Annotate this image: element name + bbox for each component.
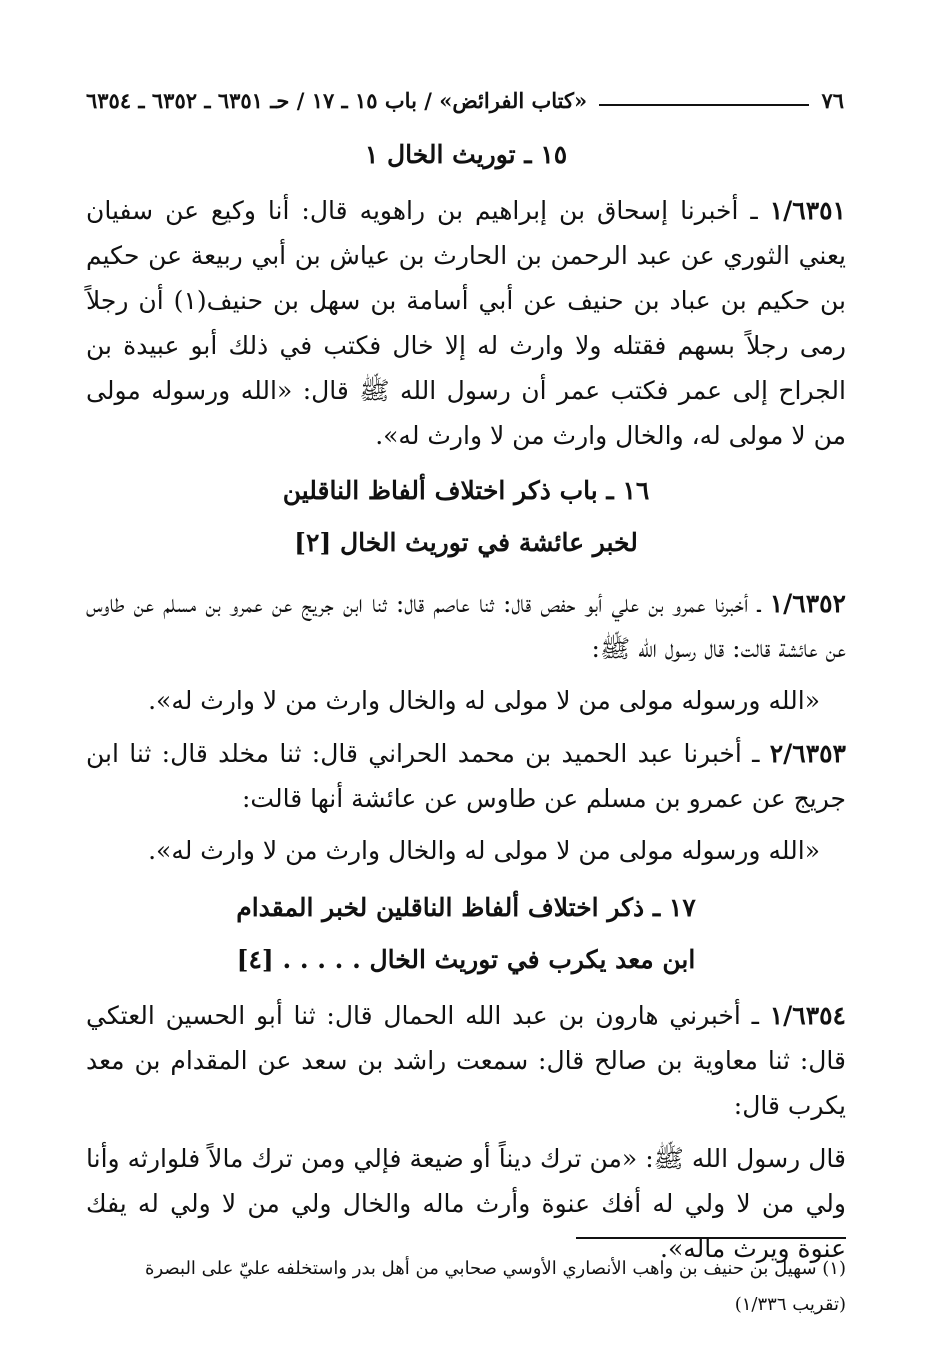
hadith-text: ـ أخبرنا إسحاق بن إبراهيم بن راهويه قال: أنا وكيع عن سفيان يعني الثوري عن عبد الرحمن بن الحارث بن عياش بن أبي ربيعة عن حكيم بن حكيم بن عباد بن حنيف عن أبي أسامة بن سهل بن حنيف(١) أن رجلاً رمى رجلاً بسهم فقتله ولا وارث له إلا خال فكتب في ذلك أبو عبيدة بن الجراح إلى عمر فكتب عمر أن رسول الله ﷺ قال: «الله ورسوله مولى من لا مولى له، والخال وارث من لا وارث له».	[86, 196, 847, 450]
header-rule	[599, 104, 809, 106]
footnote-rule	[576, 1237, 846, 1239]
page-number: ٧٦	[821, 88, 844, 113]
hadith-number: ١/٦٣٥١	[769, 196, 846, 225]
footnote-citation: (تقريب ١/٣٣٦)	[734, 1294, 846, 1315]
hadith-number: ٢/٦٣٥٣	[769, 739, 846, 768]
running-header	[86, 88, 844, 113]
hadith-text: ـ أخبرنا عبد الحميد بن محمد الحراني قال: ثنا مخلد قال: ثنا ابن جريج عن عمرو بن مسلم عن طاوس عن عائشة أنها قالت:	[86, 739, 846, 813]
section-heading-17-line2: ابن معد يكرب في توريث الخال . . . . . [٤]	[236, 945, 696, 974]
hadith-number: ١/٦٣٥٢	[769, 589, 846, 618]
hadith-quote: «الله ورسوله مولى من لا مولى له والخال وارث من لا وارث له».	[148, 686, 820, 715]
hadith-quote: «الله ورسوله مولى من لا مولى له والخال وارث من لا وارث له».	[148, 836, 820, 865]
hadith-6354	[86, 993, 846, 1128]
hadith-text: ـ أخبرنا عمرو بن علي أبو حفص قال: ثنا عاصم قال: ثنا ابن جريج عن عمرو بن مسلم عن طاوس عن عائشة قالت: قال رسول الله ﷺ:	[86, 589, 846, 663]
hadith-6352	[86, 581, 846, 671]
hadith-text: ـ أخبرني هارون بن عبد الله الحمال قال: ثنا أبو الحسين العتكي قال: ثنا معاوية بن صالح قال: سمعت راشد بن سعد عن المقدام بن معد يكرب قال:	[86, 1001, 846, 1120]
section-heading-17: ١٧ ـ ذكر اختلاف ألفاظ الناقلين لخبر المقدام	[236, 893, 696, 922]
hadith-6351	[86, 188, 846, 458]
section-heading-15: ١٥ ـ توريث الخال ١	[364, 140, 568, 169]
footnote-1: (١) سهيل بن حنيف بن واهب الأنصاري الأوسي صحابي من أهل بدر واستخلفه عليّ على البصرة	[145, 1258, 846, 1279]
hadith-quote: قال رسول الله ﷺ: «من ترك ديناً أو ضيعة فإلي ومن ترك مالاً فلوارثه وأنا ولي من لا ولي له أفك عنوة وأرث ماله والخال ولي من لا ولي له يفك عنوة ويرث ماله».	[86, 1144, 846, 1263]
section-heading-16-line2: لخبر عائشة في توريث الخال [٢]	[294, 528, 638, 557]
running-title: «كتاب الفرائض» / باب ١٥ ـ ١٧ / حـ ٦٣٥١ ـ ٦٣٥٢ ـ ٦٣٥٤	[86, 88, 588, 113]
hadith-number: ١/٦٣٥٤	[769, 1001, 846, 1030]
hadith-6353	[86, 731, 846, 821]
section-heading-16: ١٦ ـ باب ذكر اختلاف ألفاظ الناقلين	[282, 476, 650, 505]
